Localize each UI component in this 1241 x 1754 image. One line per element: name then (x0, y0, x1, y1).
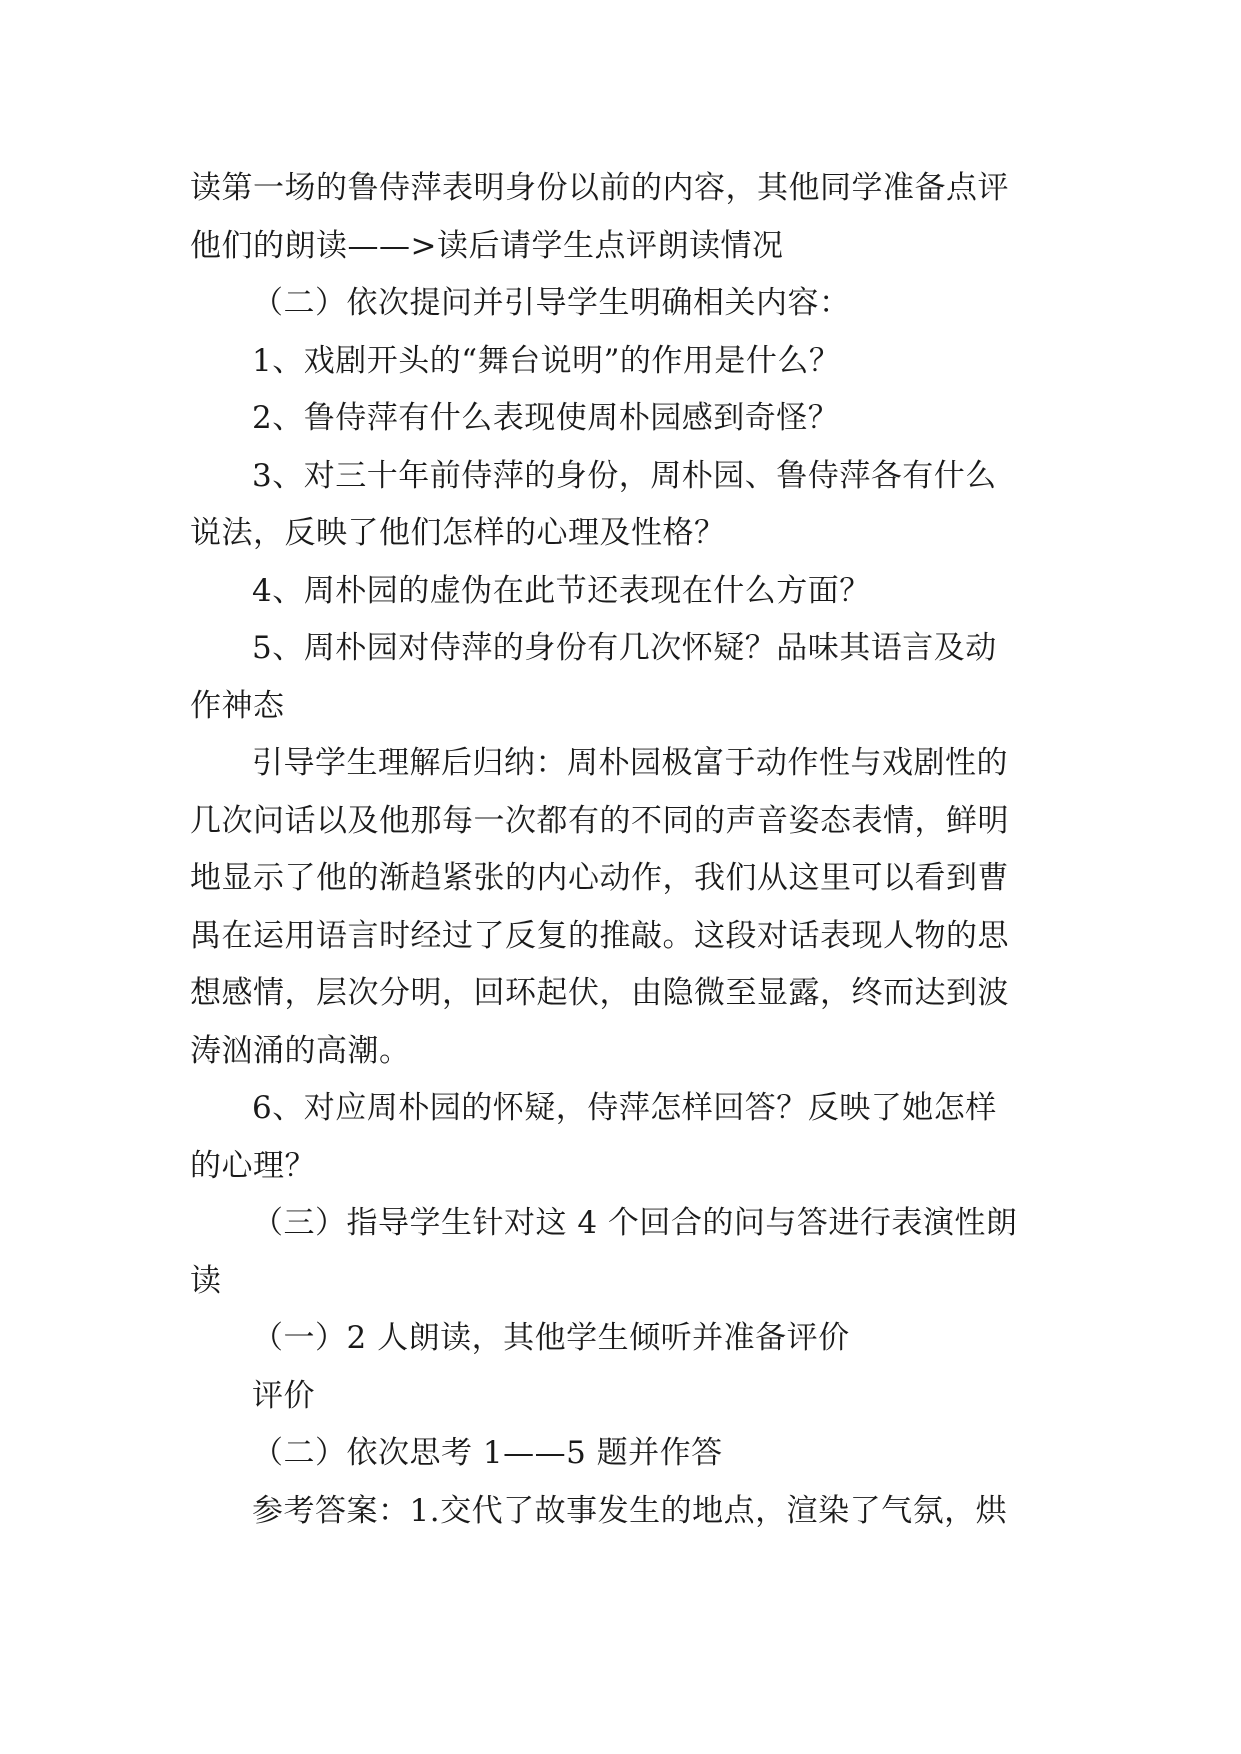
text-line: 几次问话以及他那每一次都有的不同的声音姿态表情，鲜明 (190, 802, 1009, 839)
text-line: 引导学生理解后归纳：周朴园极富于动作性与戏剧性的 (252, 745, 1008, 781)
text-line: 读第一场的鲁侍萍表明身份以前的内容，其他同学准备点评 (190, 170, 1009, 206)
text-line: （三）指导学生针对这 4 个回合的问与答进行表演性朗 (252, 1205, 1018, 1241)
text-line: 3、对三十年前侍萍的身份，周朴园、鲁侍萍各有什么 (252, 457, 997, 494)
text-line: （二）依次思考 1——5 题并作答 (252, 1435, 723, 1471)
body-text (190, 160, 1052, 1540)
text-line: 的心理？ (190, 1147, 316, 1184)
text-line: 评价 (252, 1377, 315, 1414)
text-line: 涛汹涌的高潮。 (190, 1032, 411, 1069)
text-line: 5、周朴园对侍萍的身份有几次怀疑？品味其语言及动 (252, 630, 997, 666)
text-line: 禺在运用语言时经过了反复的推敲。这段对话表现人物的思 (190, 917, 1009, 954)
text-line: 他们的朗读——>读后请学生点评朗读情况 (190, 227, 784, 264)
text-line: 2、鲁侍萍有什么表现使周朴园感到奇怪？ (252, 400, 840, 436)
text-line: 6、对应周朴园的怀疑，侍萍怎样回答？反映了她怎样 (252, 1090, 997, 1126)
text-line: 4、周朴园的虚伪在此节还表现在什么方面？ (252, 572, 871, 609)
text-line: 想感情，层次分明，回环起伏，由隐微至显露，终而达到波 (190, 975, 1009, 1011)
text-line: 说法，反映了他们怎样的心理及性格？ (190, 515, 726, 551)
text-line: 作神态 (190, 687, 285, 724)
text-line: （二）依次提问并引导学生明确相关内容： (252, 285, 851, 321)
text-line: 读 (190, 1262, 222, 1299)
text-line: 参考答案：1.交代了故事发生的地点，渲染了气氛，烘 (252, 1492, 1008, 1529)
text-line: （一）2 人朗读，其他学生倾听并准备评价 (252, 1320, 850, 1356)
text-line: 1、戏剧开头的“舞台说明”的作用是什么？ (252, 342, 841, 379)
text-line: 地显示了他的渐趋紧张的内心动作，我们从这里可以看到曹 (190, 860, 1009, 896)
